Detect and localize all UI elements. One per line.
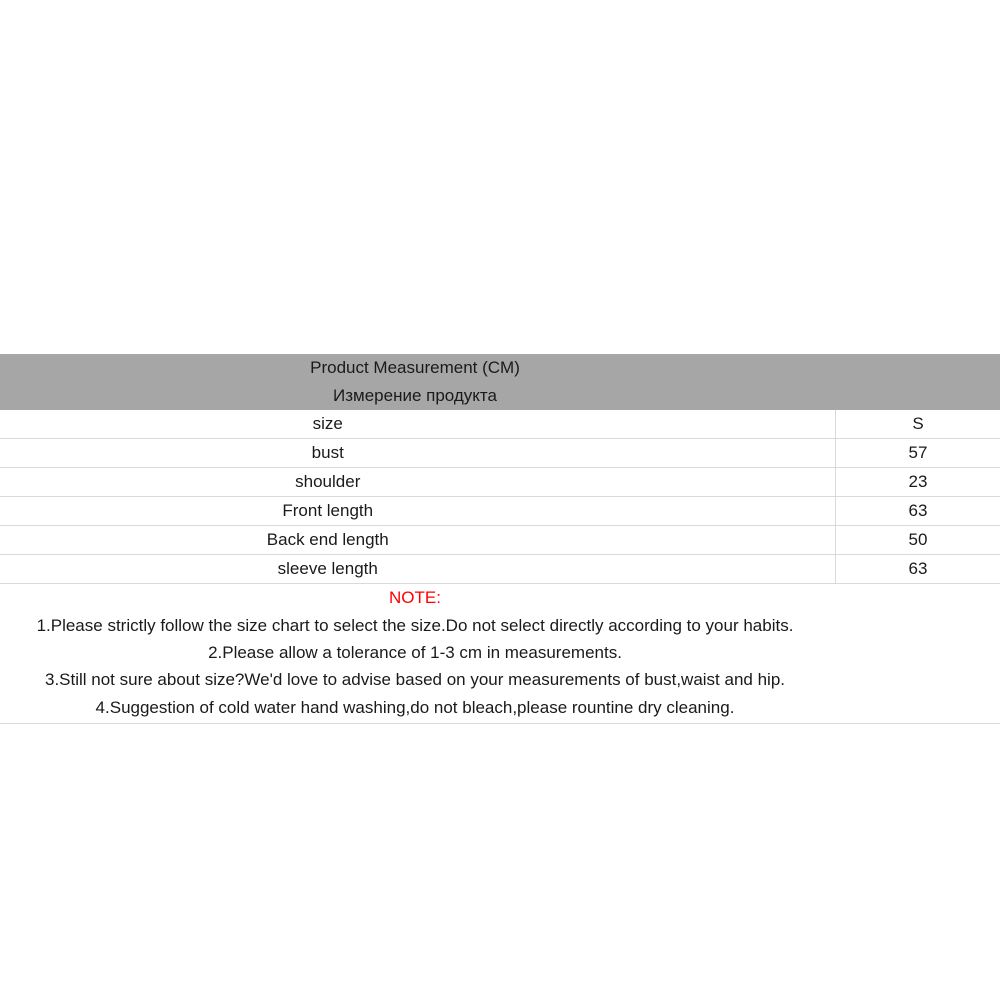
row-value: 63	[835, 497, 1000, 526]
row-label: Front length	[0, 497, 835, 526]
row-label: size	[0, 410, 835, 439]
note-line-1: 1.Please strictly follow the size chart to select the size.Do not select directly according to your habits.	[36, 616, 794, 635]
table-row	[0, 497, 1000, 526]
row-value: S	[835, 410, 1000, 439]
notes-section	[0, 584, 1000, 724]
note-line-4: 4.Suggestion of cold water hand washing,do not bleach,please rountine dry cleaning.	[95, 698, 735, 717]
row-value: 23	[835, 468, 1000, 497]
note-title: NOTE:	[389, 588, 441, 607]
table-row	[0, 555, 1000, 584]
note-line-3: 3.Still not sure about size?We'd love to advise based on your measurements of bust,waist and hip.	[44, 670, 785, 689]
header-title-russian: Измерение продукта	[333, 386, 497, 405]
row-label: bust	[0, 439, 835, 468]
note-line-2: 2.Please allow a tolerance of 1-3 cm in measurements.	[208, 643, 622, 662]
table-row	[0, 468, 1000, 497]
row-value: 57	[835, 439, 1000, 468]
row-value: 50	[835, 526, 1000, 555]
row-value: 63	[835, 555, 1000, 584]
row-label: Back end length	[0, 526, 835, 555]
table-row	[0, 526, 1000, 555]
table-row	[0, 439, 1000, 468]
size-table	[0, 410, 1000, 584]
header-title-english: Product Measurement (CM)	[310, 358, 520, 377]
row-label: sleeve length	[0, 555, 835, 584]
row-label: shoulder	[0, 468, 835, 497]
table-row	[0, 410, 1000, 439]
measurement-header	[0, 354, 1000, 410]
